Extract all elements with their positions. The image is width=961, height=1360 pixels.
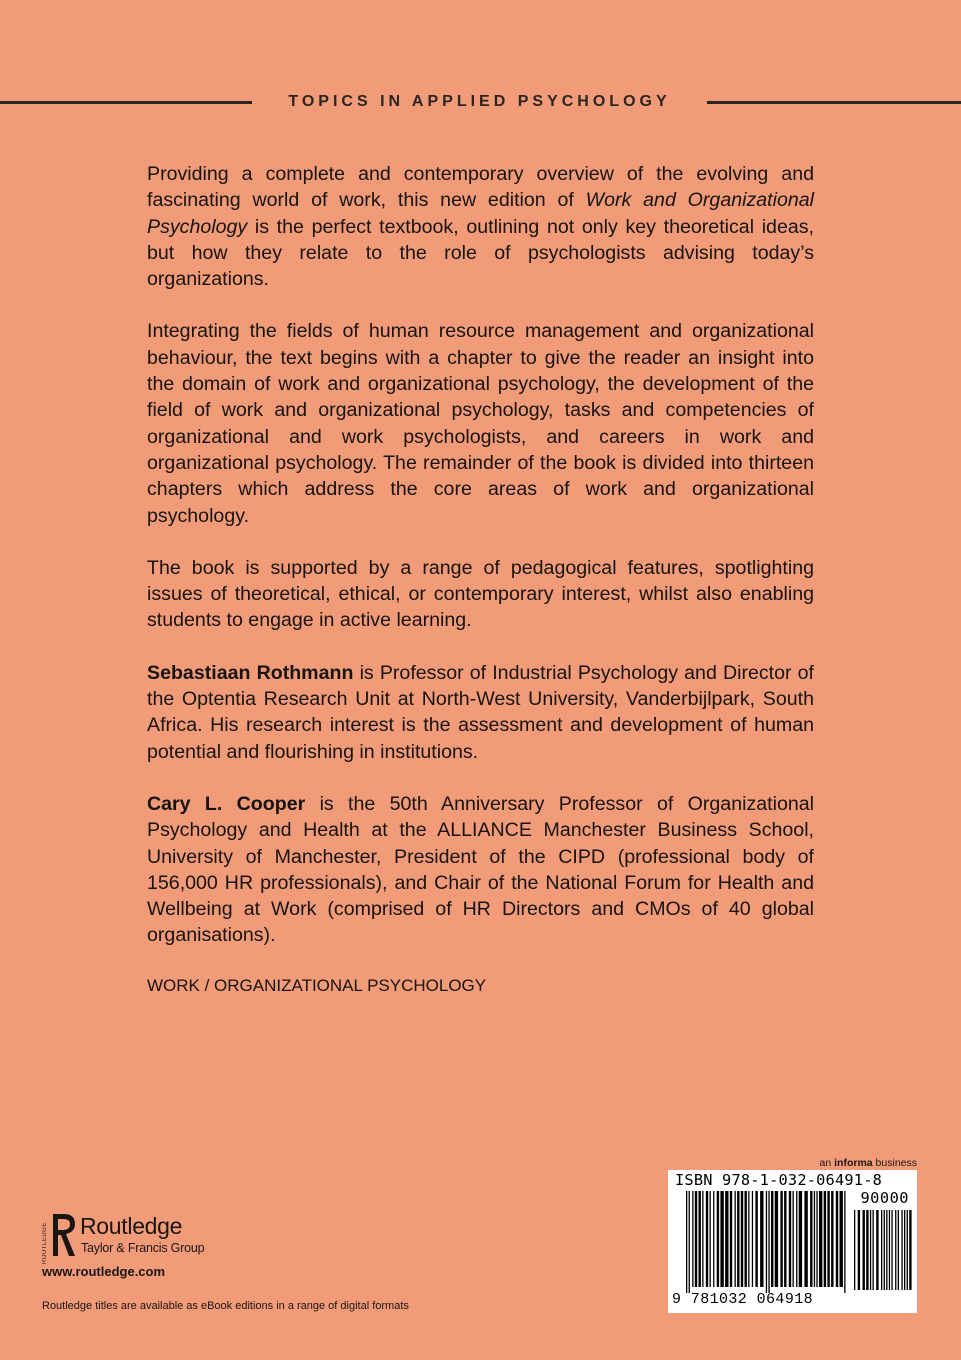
- barcode-bar: [755, 1191, 757, 1287]
- barcode-bar: [745, 1191, 747, 1287]
- blurb-paragraph-3: The book is supported by a range of pedagogical features, spotlighting issues of theoretical, ethical, or contemporary interest, whilst also enabling students to engage in active learning.: [147, 556, 814, 632]
- barcode-bar: [799, 1191, 802, 1287]
- barcode-bar: [836, 1191, 838, 1287]
- back-cover-text: [147, 161, 814, 1025]
- barcode-bar: [796, 1191, 797, 1287]
- barcode-bar: [741, 1191, 743, 1287]
- publisher-side-text: ROUTLEDGE: [42, 1222, 48, 1264]
- barcode-bar: [840, 1191, 843, 1287]
- barcode-bar: [907, 1210, 908, 1290]
- informa-prefix: an: [819, 1157, 835, 1169]
- barcode-bar: [854, 1210, 855, 1290]
- barcode-bar: [780, 1191, 782, 1287]
- barcode-bar: [766, 1191, 767, 1293]
- author-bio-2: [147, 791, 814, 949]
- barcode-bar: [909, 1210, 911, 1290]
- publisher-name: Routledge: [80, 1213, 183, 1239]
- barcode-bar: [804, 1191, 807, 1287]
- barcode-digits: 9 781032 064918: [672, 1291, 814, 1308]
- barcode-bar: [898, 1210, 899, 1290]
- barcode-bar: [789, 1191, 791, 1287]
- barcode-bar: [784, 1191, 786, 1287]
- barcode-bar: [737, 1191, 739, 1287]
- barcode-bar: [695, 1191, 697, 1287]
- barcode-bar: [884, 1210, 885, 1290]
- barcode-bar: [876, 1210, 878, 1290]
- barcode-bar: [891, 1210, 892, 1290]
- series-rule-left: [0, 101, 252, 104]
- barcode-bar: [866, 1210, 868, 1290]
- barcode-bar: [710, 1191, 711, 1287]
- informa-suffix: business: [872, 1157, 917, 1169]
- barcode-bar: [810, 1191, 812, 1287]
- barcode-bar: [775, 1191, 778, 1287]
- author-bio-text: is the 50th Anniversary Professor of Organizational Psychology and Health at the ALLIANCE Manchester Business School, University of Manchester, President of the CIPD (professional body of 156,000 HR professionals), and Chair of the National Forum for Health and Wellbeing at Work (comprised of HR Directors and CMOs of 40 global organisations).: [147, 792, 814, 947]
- subject-category: WORK / ORGANIZATIONAL PSYCHOLOGY: [147, 975, 487, 995]
- barcode-bar: [699, 1191, 701, 1287]
- blurb-paragraph-1: [147, 161, 814, 292]
- barcode-bar: [702, 1191, 703, 1287]
- blurb-text: is the perfect textbook, outlining not only key theoretical ideas, but how they relate to the role of psychologists advising today’s organizations.: [147, 215, 814, 291]
- barcode-bar: [730, 1191, 732, 1287]
- barcode-bar: [814, 1191, 815, 1287]
- barcode-bar: [706, 1191, 708, 1287]
- series-rule-right: [707, 101, 961, 104]
- barcode-bar: [873, 1210, 874, 1290]
- author-name: Sebastiaan Rothmann: [147, 661, 354, 684]
- barcode-bar: [901, 1210, 902, 1290]
- barcode-bar: [748, 1191, 749, 1287]
- barcode-bar: [886, 1210, 887, 1290]
- author-bio-text: is Professor of Industrial Psychology and Director of the Optentia Research Unit at North-West University, Vanderbijlpark, South Africa. His research interest is the assessment and development of human potential and flourishing in institutions.: [147, 661, 814, 763]
- barcode-bar: [735, 1191, 736, 1287]
- barcode-bar: [689, 1191, 690, 1293]
- routledge-r-icon: [51, 1212, 77, 1258]
- barcode-bar: [858, 1210, 860, 1290]
- barcode-bar: [768, 1191, 769, 1293]
- barcode-bar: [692, 1191, 693, 1287]
- barcode-bar: [904, 1210, 905, 1290]
- barcode-bar: [870, 1210, 871, 1290]
- publisher-website[interactable]: www.routledge.com: [42, 1264, 166, 1279]
- publisher-group: Taylor & Francis Group: [81, 1241, 205, 1255]
- barcode-bar: [720, 1191, 723, 1287]
- barcode-bar: [725, 1191, 728, 1287]
- barcode-bar: [752, 1191, 753, 1287]
- barcode-bar: [881, 1210, 882, 1290]
- barcode-bar: [895, 1210, 896, 1290]
- series-title: TOPICS IN APPLIED PSYCHOLOGY: [288, 93, 671, 110]
- barcode-bar: [816, 1191, 817, 1287]
- book-title: Work and Organizational Psychology: [147, 189, 815, 238]
- blurb-paragraph-2: Integrating the fields of human resource management and organizational behaviour, the text begins with a chapter to give the reader an insight into the domain of work and organizational psychology, the development of the field of work and organizational psychology, tasks and competencies of organizational and work psychologists, and careers in work and organizational psychology. The remainder of the book is divided into thirteen chapters which address the core areas of work and organizational psychology.: [147, 320, 814, 527]
- barcode-bar: [863, 1210, 865, 1290]
- barcode-bar: [686, 1191, 687, 1293]
- barcode-bar: [824, 1191, 826, 1287]
- author-name: Cary L. Cooper: [147, 792, 306, 815]
- barcode-bar: [793, 1191, 794, 1287]
- barcode-bar: [760, 1191, 763, 1287]
- barcode-bar: [771, 1191, 773, 1287]
- price-code: 90000: [860, 1189, 909, 1207]
- barcode-bar: [831, 1191, 833, 1287]
- author-bio-1: [147, 660, 814, 765]
- barcode-bar: [717, 1191, 719, 1287]
- isbn-barcode: [668, 1170, 917, 1313]
- informa-brand: informa: [834, 1157, 873, 1169]
- barcode-bar: [819, 1191, 822, 1287]
- publisher-logo: [42, 1210, 302, 1264]
- ebook-note: Routledge titles are available as eBook editions in a range of digital formats: [42, 1300, 409, 1312]
- informa-tagline: [780, 1157, 917, 1169]
- barcode-bar: [844, 1191, 845, 1293]
- blurb-text: Providing a complete and contemporary overview of the evolving and fascinating world of work, this new edition of: [147, 163, 814, 212]
- barcode-bar: [713, 1191, 714, 1287]
- isbn-number: ISBN 978-1-032-06491-8: [675, 1171, 883, 1189]
- barcode-bar: [889, 1210, 890, 1290]
- series-header: [0, 88, 961, 116]
- barcode-bar: [827, 1191, 829, 1287]
